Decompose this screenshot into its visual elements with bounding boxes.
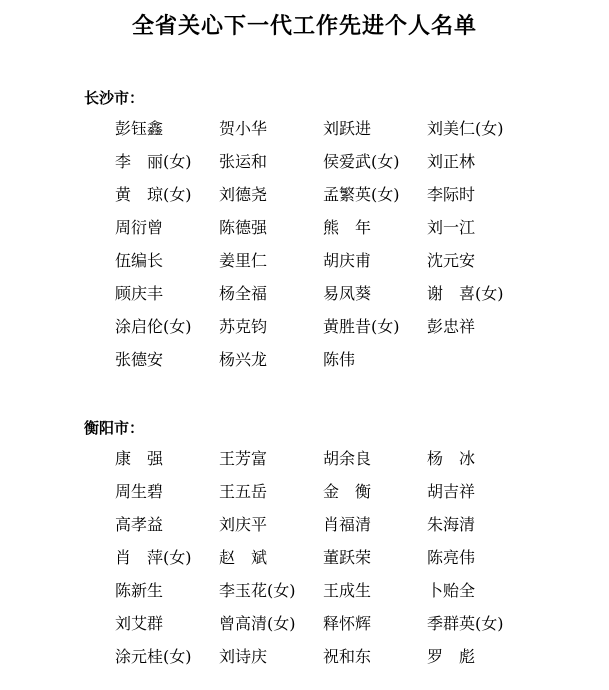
person-name: 刘美仁(女)	[427, 119, 504, 138]
person-name: 肖 萍(女)	[115, 548, 192, 567]
person-name: 曾高清(女)	[219, 614, 296, 633]
person-name: 姜里仁	[219, 251, 268, 270]
person-name: 肖福清	[323, 515, 372, 534]
person-name: 胡余良	[323, 449, 372, 468]
person-name: 刘庆平	[219, 515, 268, 534]
person-name: 刘跃进	[323, 119, 372, 138]
person-name: 李玉花(女)	[219, 581, 296, 600]
person-name: 张德安	[115, 350, 164, 369]
person-name: 杨 冰	[427, 449, 476, 468]
person-name: 金 衡	[323, 482, 372, 501]
person-name: 谢 喜(女)	[427, 284, 504, 303]
person-name: 周生碧	[115, 482, 164, 501]
person-name: 孟繁英(女)	[323, 185, 400, 204]
names-list	[115, 449, 531, 680]
person-name: 彭钰鑫	[115, 119, 164, 138]
person-name: 刘德尧	[219, 185, 268, 204]
person-name: 祝和东	[323, 647, 372, 666]
person-name: 王成生	[323, 581, 372, 600]
person-name: 刘艾群	[115, 614, 164, 633]
person-name: 黄胜昔(女)	[323, 317, 400, 336]
person-name: 刘正林	[427, 152, 476, 171]
person-name: 罗 彪	[427, 647, 476, 666]
person-name: 释怀辉	[323, 614, 372, 633]
person-name: 季群英(女)	[427, 614, 504, 633]
person-name: 胡吉祥	[427, 482, 476, 501]
person-name: 陈德强	[219, 218, 268, 237]
names-list	[115, 119, 531, 383]
person-name: 彭忠祥	[427, 317, 476, 336]
person-name: 卜贻全	[427, 581, 476, 600]
person-name: 涂启伦(女)	[115, 317, 192, 336]
person-name: 刘一江	[427, 218, 476, 237]
person-name: 侯爱武(女)	[323, 152, 400, 171]
person-name: 顾庆丰	[115, 284, 164, 303]
person-name: 王五岳	[219, 482, 268, 501]
person-name: 赵 斌	[219, 548, 268, 567]
person-name: 黄 琼(女)	[115, 185, 192, 204]
person-name: 杨兴龙	[219, 350, 268, 369]
person-name: 周衍曾	[115, 218, 164, 237]
person-name: 杨全福	[219, 284, 268, 303]
person-name: 张运和	[219, 152, 268, 171]
person-name: 李 丽(女)	[115, 152, 192, 171]
person-name: 李际时	[427, 185, 476, 204]
person-name: 王芳富	[219, 449, 268, 468]
person-name: 伍编长	[115, 251, 164, 270]
person-name: 沈元安	[427, 251, 476, 270]
person-name: 朱海清	[427, 515, 476, 534]
person-name: 陈亮伟	[427, 548, 476, 567]
person-name: 陈伟	[323, 350, 356, 369]
person-name: 康 强	[115, 449, 164, 468]
person-name: 胡庆甫	[323, 251, 372, 270]
person-name: 陈新生	[115, 581, 164, 600]
person-name: 高孝益	[115, 515, 164, 534]
person-name: 熊 年	[323, 218, 372, 237]
person-name: 涂元桂(女)	[115, 647, 192, 666]
person-name: 董跃荣	[323, 548, 372, 567]
person-name: 贺小华	[219, 119, 268, 138]
page-title: 全省关心下一代工作先进个人名单	[131, 13, 477, 39]
person-name: 苏克钧	[219, 317, 268, 336]
section-heading: 长沙市：	[84, 89, 145, 107]
person-name: 易凤葵	[323, 284, 372, 303]
person-name: 刘诗庆	[219, 647, 268, 666]
section-heading: 衡阳市：	[84, 419, 145, 437]
